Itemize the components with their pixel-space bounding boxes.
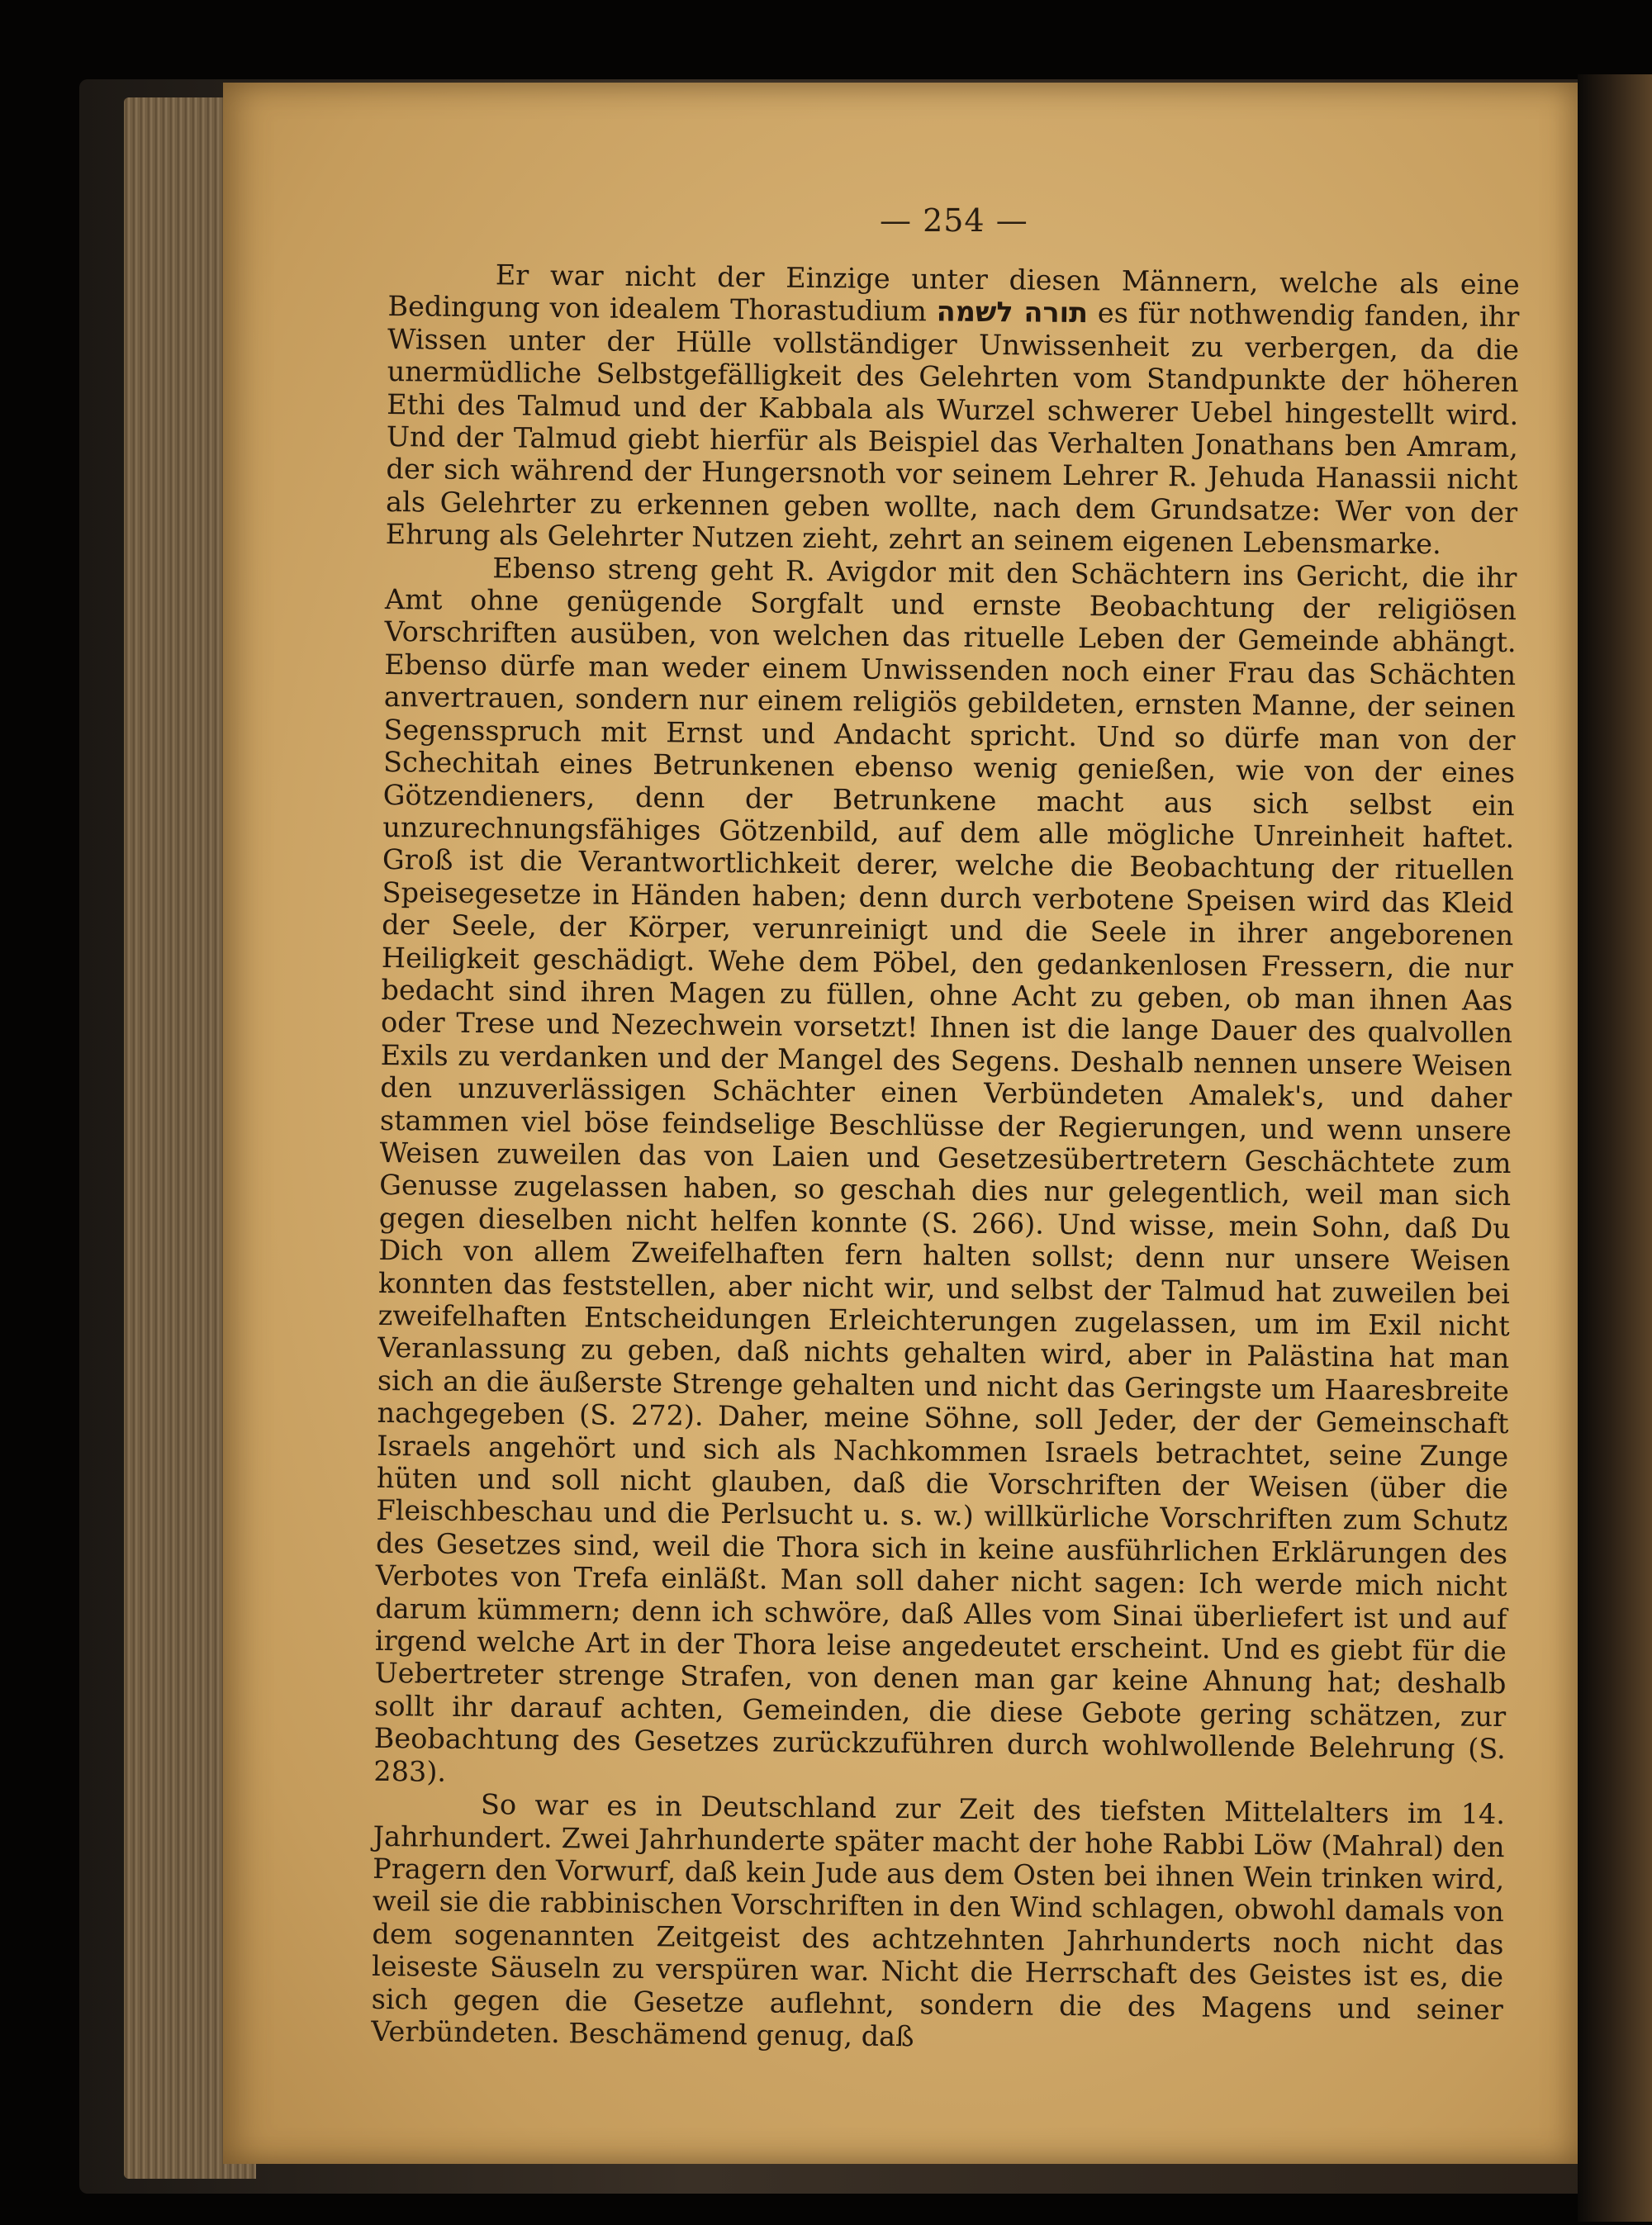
book-gutter bbox=[1578, 74, 1652, 2222]
hebrew-phrase: תורה לשמה bbox=[936, 295, 1089, 330]
paragraph-2: Ebenso streng geht R. Avigdor mit den Schächtern ins Gericht, die ihr Amt ohne genügende Sorgfalt und ernste Beobachtung der religiösen Vorschriften ausüben, von welchen das rituelle Leben der Gemeinde abhängt. Ebenso dürfe man weder einem Unwissenden noch einer Frau das Schächten anvertrauen, sondern nur einem religiös gebildeten, ernsten Manne, der seinen Segensspruch mit Ernst und Andacht spricht. Und so dürfe man von der Schechitah eines Betrunkenen ebenso wenig genießen, wie von der eines Götzendieners, denn der Betrunkene macht aus sich selbst ein unzurechnungsfähiges Götzenbild, auf dem alle mögliche Unreinheit haftet. Groß ist die Verantwortlichkeit derer, welche die Beobachtung der rituellen Speisegesetze in Händen haben; denn durch verbotene Speisen wird das Kleid der Seele, der Körper, verunreinigt und die Seele in ihrer angeborenen Heiligkeit geschädigt. Wehe dem Pöbel, den gedankenlosen Fressern, die nur bedacht sind ihren Magen zu füllen, ohne Acht zu geben, ob man ihnen Aas oder Trese und Nezechwein vorsetzt! Ihnen ist die lange Dauer des qualvollen Exils zu verdanken und der Mangel des Segens. Deshalb nennen unsere Weisen den unzuverlässigen Schächter einen Verbündeten Amalek's, und daher stammen viel böse feindselige Beschlüsse der Regierungen, und wenn unsere Weisen zuweilen das von Laien und Gesetzesübertretern Geschächtete zum Genusse zugelassen haben, so geschah dies nur gelegentlich, weil man sich gegen dieselben nicht helfen konnte (S. 266). Und wisse, mein Sohn, daß Du Dich von allem Zweifelhaften fern halten sollst; denn nur unsere Weisen konnten das feststellen, aber nicht wir, und selbst der Talmud hat zuweilen bei zweifelhaften Entscheidungen Erleichterungen zugelassen, um im Exil nicht Veranlassung zu geben, daß nichts gehalten wird, aber in Palästina hat man sich an die äußerste Strenge gehalten und nicht das Geringste um Haaresbreite nachgegeben (S. 272). Daher, meine Söhne, soll Jeder, der der Gemeinschaft Israels angehört und sich als Nachkommen Israels betrachtet, seine Zunge hüten und soll nicht glauben, daß die Vorschriften der Weisen (über die Fleischbeschau und die Perlsucht u. s. w.) willkürliche Vorschriften zum Schutz des Gesetzes sind, weil die Thora sich in keine ausführlichen Erklärungen des Verbotes von Trefa einläßt. Man soll daher nicht sagen: Ich werde mich nicht darum kümmern; denn ich schwöre, daß Alles vom Sinai überliefert ist und auf irgend welche Art in der Thora leise angedeutet erscheint. Und es giebt für die Uebertreter strenge Strafen, von denen man gar keine Ahnung hat; deshalb sollt ihr darauf achten, Gemeinden, die diese Gebote gering schätzen, zur Beobachtung des Gesetzes zurückzuführen durch wohlwollende Belehrung (S. 283). bbox=[373, 551, 1517, 1788]
paragraph-1-text-end: es für nothwendig fanden, ihr Wissen unter der Hülle vollständiger Unwissenheit zu verbergen, da die unermüdliche Selbstgefälligkeit des Gelehrten vom Standpunkte der höheren Ethi des Talmud und der Kabbala als Wurzel schwerer Uebel hingestellt wird. Und der Talmud giebt hierfür als Beispiel das Verhalten Jonathans ben Amram, der sich während der Hungersnoth vor seinem Lehrer R. Jehuda Hanassii nicht als Gelehrter zu erkennen geben wollte, nach dem Grundsatze: Wer von der Ehrung als Gelehrter Nutzen zieht, zehrt an seinem eigenen Lebensmarke. bbox=[385, 297, 1520, 561]
page-text bbox=[371, 258, 1520, 2058]
paragraph-1 bbox=[386, 258, 1520, 562]
paragraph-3: So war es in Deutschland zur Zeit des tiefsten Mittelalters im 14. Jahrhundert. Zwei Jahrhunderte später macht der hohe Rabbi Löw (Mahral) den Pragern den Vorwurf, daß kein Jude aus dem Osten bei ihnen Wein trinken wird, weil sie die rabbinischen Vorschriften in den Wind schlagen, obwohl damals von dem sogenannten Zeitgeist des achtzehnten Jahrhunderts noch nicht das leiseste Säuseln zu verspüren war. Nicht die Herrschaft des Geistes ist es, die sich gegen die Gesetze auflehnt, sondern die des Magens und seiner Verbündeten. Beschämend genug, daß bbox=[371, 1788, 1506, 2053]
page-number: — 254 — bbox=[880, 202, 1028, 239]
paragraph-1-text-start: Er war nicht der Einzige unter diesen Männern, welche als eine Bedingung von idealem Thorastudium bbox=[387, 259, 1520, 328]
